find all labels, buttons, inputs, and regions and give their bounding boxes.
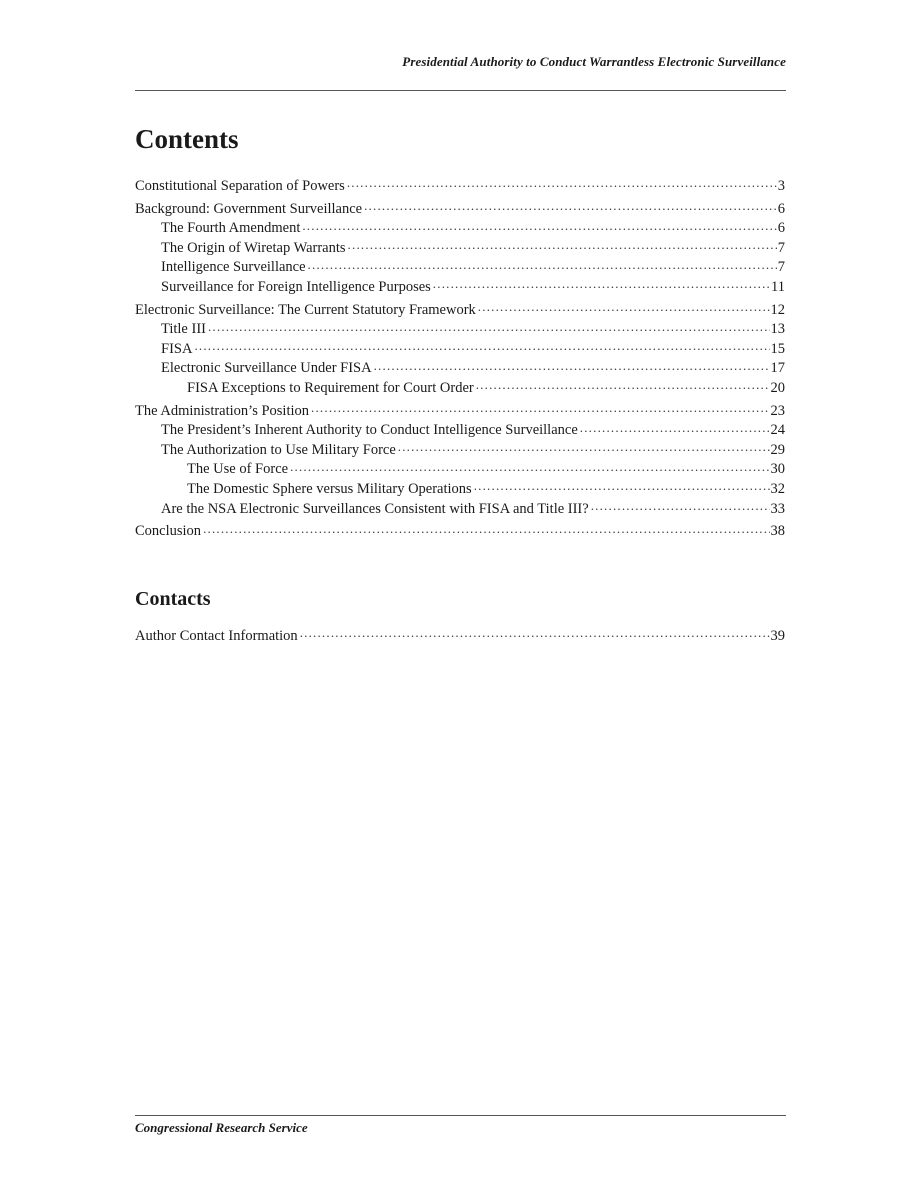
toc-entry[interactable]	[135, 627, 785, 647]
toc-entry-title: FISA Exceptions to Requirement for Court Order	[187, 379, 474, 396]
toc-page-number: 3	[777, 178, 785, 194]
toc-entry[interactable]	[135, 359, 785, 379]
toc-page-number: 23	[770, 402, 785, 419]
toc-entry[interactable]	[135, 200, 785, 220]
toc-entry-title: The Domestic Sphere versus Military Operations	[187, 480, 472, 497]
contacts-list	[135, 627, 785, 647]
toc-entry[interactable]	[135, 239, 785, 259]
toc-page-number: 11	[771, 278, 785, 295]
toc-entry[interactable]	[135, 177, 785, 197]
toc-leader-dots	[478, 302, 770, 314]
toc-page-number: 20	[770, 379, 785, 396]
toc-page-number: 17	[770, 360, 785, 377]
toc-leader-dots	[290, 461, 769, 473]
toc-entry[interactable]	[135, 301, 785, 321]
toc-entry-title: The Fourth Amendment	[161, 220, 301, 237]
footer-rule	[135, 1115, 786, 1116]
toc-leader-dots	[476, 380, 770, 392]
running-header: Presidential Authority to Conduct Warrantless Electronic Surveillance	[402, 54, 786, 69]
toc-entry[interactable]	[135, 402, 785, 422]
toc-entry[interactable]	[135, 500, 785, 520]
toc-entry-title: The Use of Force	[187, 461, 289, 478]
toc-entry-title: Intelligence Surveillance	[161, 259, 306, 276]
toc-entry-title: Electronic Surveillance: The Current Statutory Framework	[135, 301, 476, 318]
contents-title: Contents	[135, 124, 239, 154]
toc-entry-title: Surveillance for Foreign Intelligence Purposes	[161, 278, 431, 295]
toc-page-number: 32	[770, 480, 785, 497]
running-footer: Congressional Research Service	[135, 1120, 308, 1135]
table-of-contents	[135, 177, 785, 542]
toc-leader-dots	[311, 403, 769, 415]
toc-leader-dots	[433, 279, 770, 291]
toc-leader-dots	[308, 259, 777, 271]
toc-entry-title: Are the NSA Electronic Surveillances Consistent with FISA and Title III?	[161, 500, 589, 517]
toc-leader-dots	[374, 360, 770, 372]
toc-entry[interactable]	[135, 278, 785, 298]
toc-page-number: 7	[777, 239, 785, 256]
toc-entry-title: Electronic Surveillance Under FISA	[161, 360, 372, 377]
toc-entry[interactable]	[135, 460, 785, 480]
toc-entry-title: The Authorization to Use Military Force	[161, 441, 396, 458]
toc-leader-dots	[302, 220, 776, 232]
toc-entry[interactable]	[135, 379, 785, 399]
toc-entry[interactable]	[135, 441, 785, 461]
toc-entry[interactable]	[135, 340, 785, 360]
toc-page-number: 30	[770, 461, 785, 478]
toc-page-number: 39	[770, 628, 785, 644]
toc-page-number: 24	[770, 422, 785, 439]
toc-entry[interactable]	[135, 480, 785, 500]
toc-entry[interactable]	[135, 320, 785, 340]
toc-entry-title: The Origin of Wiretap Warrants	[161, 239, 346, 256]
toc-leader-dots	[347, 178, 777, 190]
toc-entry[interactable]	[135, 219, 785, 239]
toc-entry-title: Author Contact Information	[135, 628, 298, 644]
toc-entry-title: The Administration’s Position	[135, 402, 310, 419]
toc-page-number: 13	[770, 321, 785, 338]
toc-leader-dots	[398, 442, 770, 454]
toc-entry[interactable]	[135, 258, 785, 278]
toc-entry[interactable]	[135, 522, 785, 542]
toc-entry-title: FISA	[161, 340, 193, 357]
toc-page-number: 6	[777, 220, 785, 237]
toc-leader-dots	[364, 201, 777, 213]
toc-entry-title: Title III	[161, 321, 206, 338]
toc-leader-dots	[348, 240, 777, 252]
toc-page-number: 33	[770, 500, 785, 517]
toc-entry-title: Constitutional Separation of Powers	[135, 178, 345, 194]
toc-entry-title: Conclusion	[135, 523, 202, 540]
toc-entry-title: The President’s Inherent Authority to Conduct Intelligence Surveillance	[161, 422, 578, 439]
toc-page-number: 12	[770, 301, 785, 318]
toc-entry-title: Background: Government Surveillance	[135, 200, 363, 217]
toc-page-number: 15	[770, 340, 785, 357]
toc-leader-dots	[208, 321, 770, 333]
toc-leader-dots	[203, 523, 769, 535]
toc-page-number: 6	[777, 200, 785, 217]
toc-leader-dots	[591, 501, 770, 513]
toc-leader-dots	[194, 341, 769, 353]
toc-leader-dots	[300, 628, 770, 640]
toc-entry[interactable]	[135, 421, 785, 441]
toc-page-number: 7	[777, 259, 785, 276]
contacts-title: Contacts	[135, 588, 211, 610]
toc-leader-dots	[580, 422, 770, 434]
toc-leader-dots	[474, 481, 770, 493]
header-rule	[135, 90, 786, 91]
toc-page-number: 29	[770, 441, 785, 458]
toc-page-number: 38	[770, 523, 785, 540]
